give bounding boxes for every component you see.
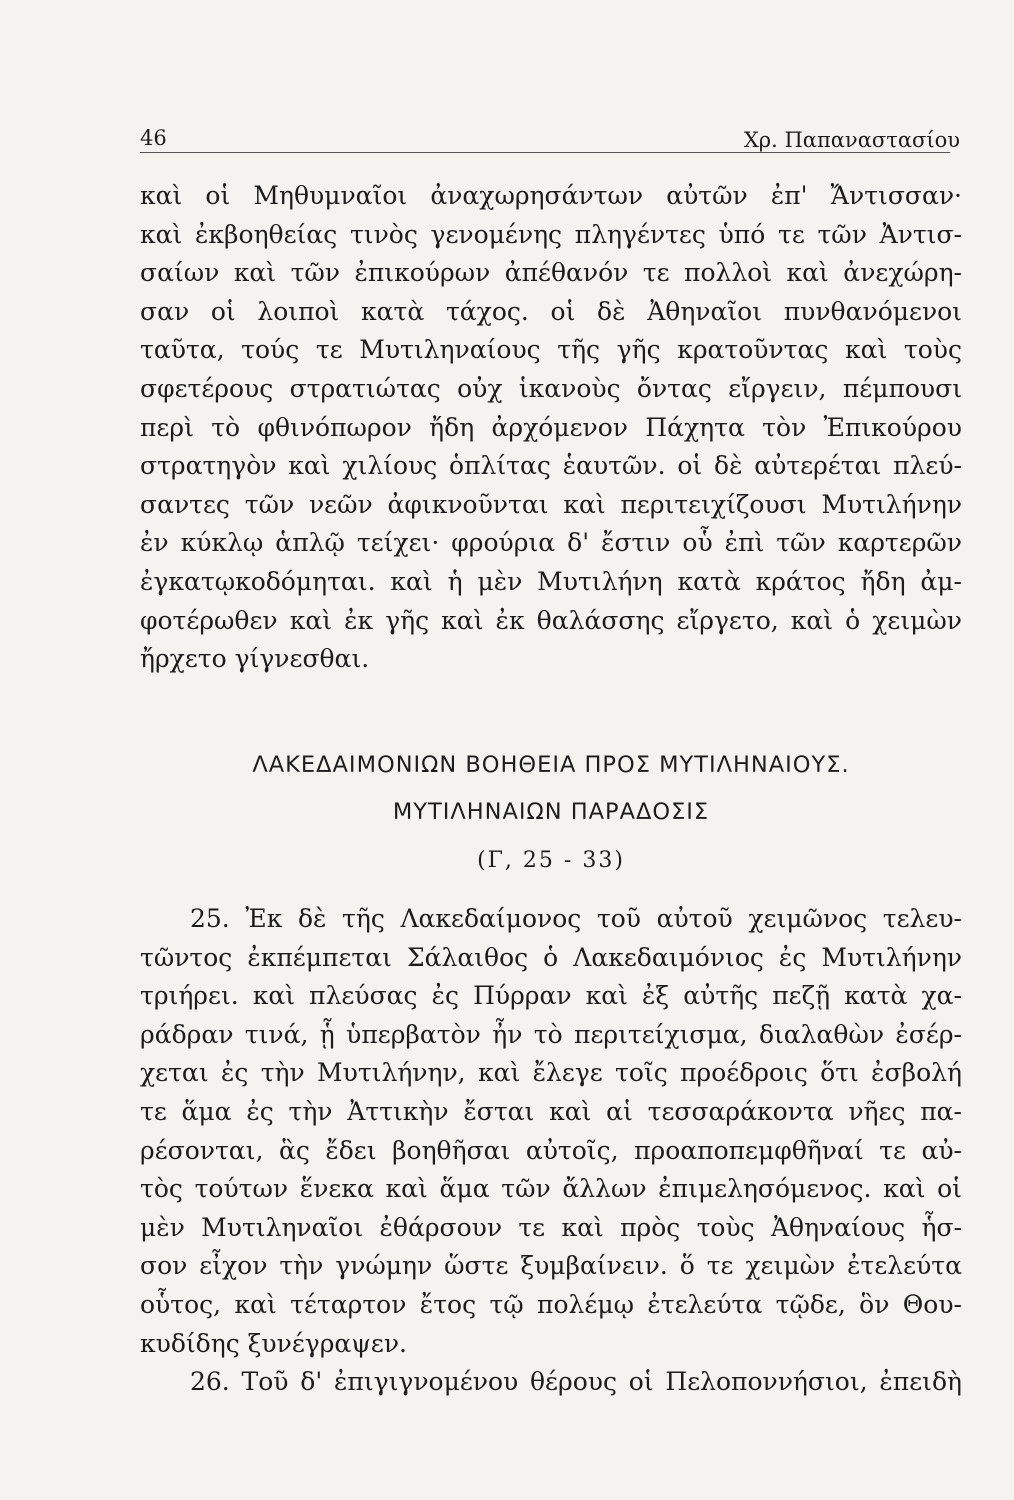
text-line: τριήρει. καὶ πλεύσας ἐς Πύρραν καὶ ἐξ αὐτῆς πεζῇ κατὰ χα- [140, 981, 962, 1011]
text-line: στρατηγὸν καὶ χιλίους ὁπλίτας ἑαυτῶν. οἱ δὲ αὐτερέται πλεύ- [140, 451, 962, 481]
text-line: ταῦτα, τούς τε Μυτιληναίους τῆς γῆς κρατοῦντας καὶ τοὺς [140, 335, 962, 365]
text-line: ἤρχετο γίγνεσθαι. [140, 644, 370, 674]
section-heading-line-2: ΜΥΤΙΛΗΝΑΙΩΝ ΠΑΡΑΔΟΣΙΣ [392, 799, 710, 825]
text-line: 26. Τοῦ δ' ἐπιγιγνομένου θέρους οἱ Πελοποννήσιοι, ἐπειδὴ [190, 1367, 962, 1396]
paragraph-2 [140, 900, 962, 1363]
section-reference: (Γ, 25 - 33) [477, 848, 625, 873]
page-header [140, 122, 960, 162]
text-line: 25. Ἐκ δὲ τῆς Λακεδαίμονος τοῦ αὐτοῦ χειμῶνος τελευ- [190, 904, 962, 933]
text-line: κυδίδης ξυνέγραψεν. [140, 1328, 407, 1358]
text-line: σαν οἱ λοιποὶ κατὰ τάχος. οἱ δὲ Ἀθηναῖοι πυνθανόμενοι [140, 296, 962, 326]
text-line: οὗτος, καὶ τέταρτον ἔτος τῷ πολέμῳ ἐτελεύτα τῷδε, ὃν Θου- [140, 1289, 962, 1319]
text-line: σφετέρους στρατιώτας οὐχ ἱκανοὺς ὄντας εἴργειν, πέμπουσι [140, 373, 962, 403]
text-line: σαίων καὶ τῶν ἐπικούρων ἀπέθανόν τε πολλοὶ καὶ ἀνεχώρη- [140, 258, 962, 288]
text-line: τε ἅμα ἐς τὴν Ἀττικὴν ἔσται καὶ αἱ τεσσαράκοντα νῆες πα- [140, 1096, 962, 1126]
text-line: ρέσονται, ἃς ἔδει βοηθῆσαι αὐτοῖς, προαποπεμφθῆναί τε αὐ- [140, 1135, 962, 1165]
text-line: περὶ τὸ φθινόπωρον ἤδη ἀρχόμενον Πάχητα τὸν Ἐπικούρου [140, 412, 962, 442]
text-line: καὶ οἱ Μηθυμναῖοι ἀναχωρησάντων αὐτῶν ἐπ' Ἄντισσαν· [140, 181, 962, 210]
text-line: μὲν Μυτιληναῖοι ἐθάρσουν τε καὶ πρὸς τοὺς Ἀθηναίους ἧσ- [140, 1212, 962, 1242]
text-line: σον εἶχον τὴν γνώμην ὥστε ξυμβαίνειν. ὅ τε χειμὼν ἐτελεύτα [140, 1251, 962, 1281]
page-number: 46 [140, 126, 167, 150]
text-line: τῶντος ἐκπέμπεται Σάλαιθος ὁ Λακεδαιμόνιος ἐς Μυτιλήνην [140, 942, 962, 972]
text-line: ράδραν τινά, ᾗ ὑπερβατὸν ἦν τὸ περιτείχισμα, διαλαθὼν ἐσέρ- [140, 1019, 962, 1049]
text-line: τὸς τούτων ἕνεκα καὶ ἅμα τῶν ἄλλων ἐπιμελησόμενος. καὶ οἱ [140, 1174, 962, 1204]
text-line: σαντες τῶν νεῶν ἀφικνοῦνται καὶ περιτειχίζουσι Μυτιλήνην [140, 489, 962, 519]
header-rule [140, 152, 950, 153]
running-head: Χρ. Παπαναστασίου [743, 128, 960, 152]
text-line: φοτέρωθεν καὶ ἐκ γῆς καὶ ἐκ θαλάσσης εἴργετο, καὶ ὁ χειμὼν [140, 605, 962, 635]
paragraph-3 [140, 1363, 962, 1402]
text-line: ἐγκατῳκοδόμηται. καὶ ἡ μὲν Μυτιλήνη κατὰ κράτος ἤδη ἀμ- [140, 566, 962, 596]
section-heading-line-1: ΛΑΚΕΔΑΙΜΟΝΙΩΝ ΒΟΗΘΕΙΑ ΠΡΟΣ ΜΥΤΙΛΗΝΑΙΟΥΣ. [252, 752, 850, 778]
text-line: ἐν κύκλῳ ἁπλῷ τείχει· φρούρια δ' ἔστιν οὗ ἐπὶ τῶν καρτερῶν [140, 528, 962, 558]
text-line: χεται ἐς τὴν Μυτιλήνην, καὶ ἔλεγε τοῖς προέδροις ὅτι ἐσβολή [140, 1058, 962, 1088]
text-line: καὶ ἐκβοηθείας τινὸς γενομένης πληγέντες ὑπό τε τῶν Ἀντισ- [140, 219, 962, 249]
paragraph-1 [140, 177, 962, 679]
